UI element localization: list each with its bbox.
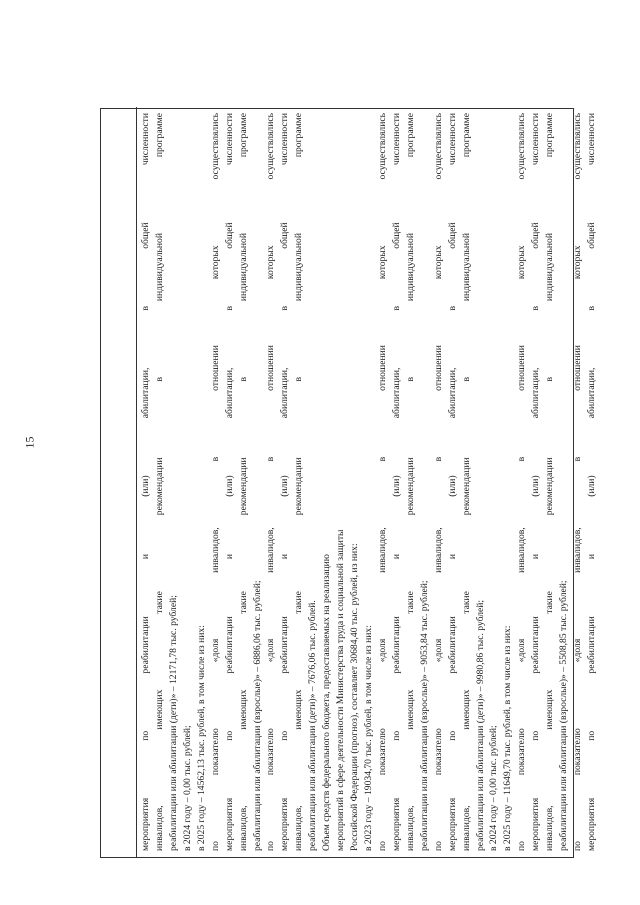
text-line: в 2025 году – 11649,70 тыс. рублей, в том числе из них:	[502, 625, 514, 851]
text-line: мероприятия по реабилитации и (или) абилитации, в общей численности	[279, 113, 291, 851]
text-line: в 2023 году – 19034,70 тыс. рублей, в том числе из них:	[363, 625, 374, 851]
funding-table	[100, 108, 597, 858]
text-line: мероприятия по реабилитации и (или) абилитации, в общей численности	[586, 113, 597, 851]
text-line: по показателю «доля инвалидов, в отношении которых осуществлялись	[376, 113, 388, 851]
text-line: по показателю «доля инвалидов, в отношении которых осуществлялись	[209, 113, 221, 851]
text-line: в 2025 году – 14562,13 тыс. рублей, в том числе из них:	[195, 625, 207, 851]
table-left-cell-empty	[101, 107, 137, 857]
page-number: 15	[22, 436, 37, 449]
text-line: мероприятия по реабилитации и (или) абилитации, в общей численности	[390, 113, 402, 851]
text-line: реабилитации или абилитации (взрослые)» – 5508,85 тыс. рублей;	[558, 580, 570, 851]
text-line: реабилитации или абилитации (дети)» – 12171,78 тыс. рублей;	[167, 595, 179, 851]
text-line: в 2024 году – 0,00 тыс. рублей;	[181, 725, 193, 851]
table-right-cell-text	[137, 107, 597, 857]
text-line: в 2024 году – 0,00 тыс. рублей;	[488, 725, 500, 851]
text-line: Российской Федерации (прогноз), составляет 30684,40 тыс. рублей, из них:	[349, 543, 361, 851]
text-line: мероприятий в сфере деятельности Министерства труда и социальной защиты	[335, 529, 347, 851]
text-line: реабилитации или абилитации (дети)» – 7676,06 тыс. рублей.	[307, 600, 319, 851]
text-line: по показателю «доля инвалидов, в отношении которых осуществлялись	[516, 113, 528, 851]
text-line: мероприятия по реабилитации и (или) абилитации, в общей численности	[530, 113, 542, 851]
text-line: по показателю «доля инвалидов, в отношении которых осуществлялись	[572, 113, 584, 851]
text-line: инвалидов, имеющих такие рекомендации в индивидуальной программе	[237, 113, 249, 851]
text-line: инвалидов, имеющих такие рекомендации в индивидуальной программе	[404, 113, 416, 851]
text-line: инвалидов, имеющих такие рекомендации в индивидуальной программе	[544, 113, 556, 851]
text-line: по показателю «доля инвалидов, в отношении которых осуществлялись	[432, 113, 444, 851]
text-line: реабилитации или абилитации (дети)» – 9980,86 тыс. рублей;	[474, 599, 486, 851]
text-line: реабилитации или абилитации (взрослые)» – 9053,84 тыс. рублей;	[418, 580, 430, 851]
text-line: мероприятия по реабилитации и (или) абилитации, в общей численности	[446, 113, 458, 851]
text-line: по показателю «доля инвалидов, в отношении которых осуществлялись	[265, 113, 277, 851]
text-line: мероприятия по реабилитации и (или) абилитации, в общей численности	[140, 113, 151, 851]
rotated-page-content	[100, 108, 597, 858]
text-line: инвалидов, имеющих такие рекомендации в индивидуальной программе	[460, 113, 472, 851]
text-line: реабилитации или абилитации (взрослые)» – 6886,06 тыс. рублей;	[251, 580, 263, 851]
text-line: мероприятия по реабилитации и (или) абилитации, в общей численности	[223, 113, 235, 851]
text-line: Объем средств федерального бюджета, предоставляемых на реализацию	[321, 554, 333, 851]
text-line: инвалидов, имеющих такие рекомендации в индивидуальной программе	[153, 113, 165, 851]
text-line: инвалидов, имеющих такие рекомендации в индивидуальной программе	[293, 113, 305, 851]
